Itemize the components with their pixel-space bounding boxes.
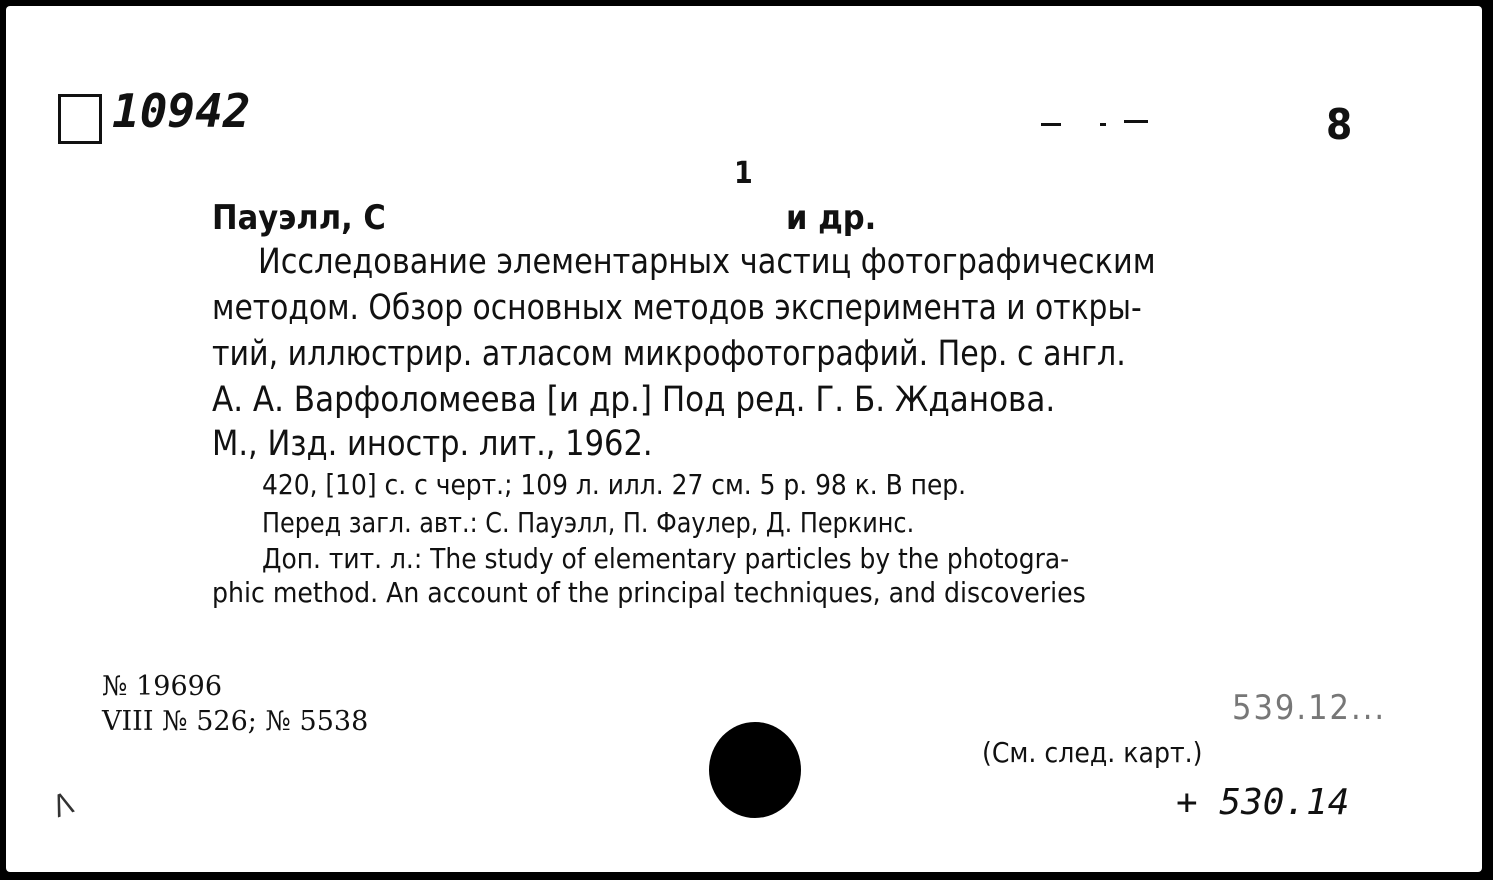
stray-mark: ᐱ	[48, 785, 78, 826]
handwritten-addition: + 530.14	[1176, 782, 1350, 823]
punch-hole	[709, 722, 801, 818]
title-line: тий, иллюстрир. атласом микрофотографий. Пер. с англ.	[212, 334, 1126, 374]
divider	[1124, 120, 1148, 123]
drawer-number: 8	[1326, 100, 1353, 149]
divider	[1041, 123, 1061, 126]
accession-number: 10942	[112, 84, 251, 138]
registry-line: № 19696	[102, 671, 223, 702]
title-line: М., Изд. иностр. лит., 1962.	[212, 424, 653, 464]
catalog-card	[6, 6, 1482, 872]
registry-line: VIII № 526; № 5538	[102, 706, 369, 737]
note-line: 420, [10] с. с черт.; 109 л. илл. 27 см. 5 р. 98 к. В пер.	[262, 468, 967, 501]
title-line: А. А. Варфоломеева [и др.] Под ред. Г. Б. Жданова.	[212, 380, 1056, 420]
divider	[1100, 123, 1106, 126]
note-line: phic method. An account of the principal techniques, and discoveries	[212, 576, 1086, 609]
continuation-note: (См. след. карт.)	[982, 736, 1203, 769]
library-stamp-icon	[58, 94, 102, 144]
classification-number: 539.12...	[1232, 688, 1387, 728]
author: Пауэлл, С	[212, 198, 386, 238]
card-index: 1	[734, 156, 753, 191]
title-line: Исследование элементарных частиц фотографическим	[258, 242, 1156, 282]
note-line: Перед загл. авт.: С. Пауэлл, П. Фаулер, Д. Перкинс.	[262, 506, 915, 539]
title-line: методом. Обзор основных методов эксперимента и откры-	[212, 288, 1142, 328]
note-line: Доп. тит. л.: The study of elementary particles by the photogra-	[262, 542, 1070, 575]
coauthors: и др.	[786, 198, 877, 238]
